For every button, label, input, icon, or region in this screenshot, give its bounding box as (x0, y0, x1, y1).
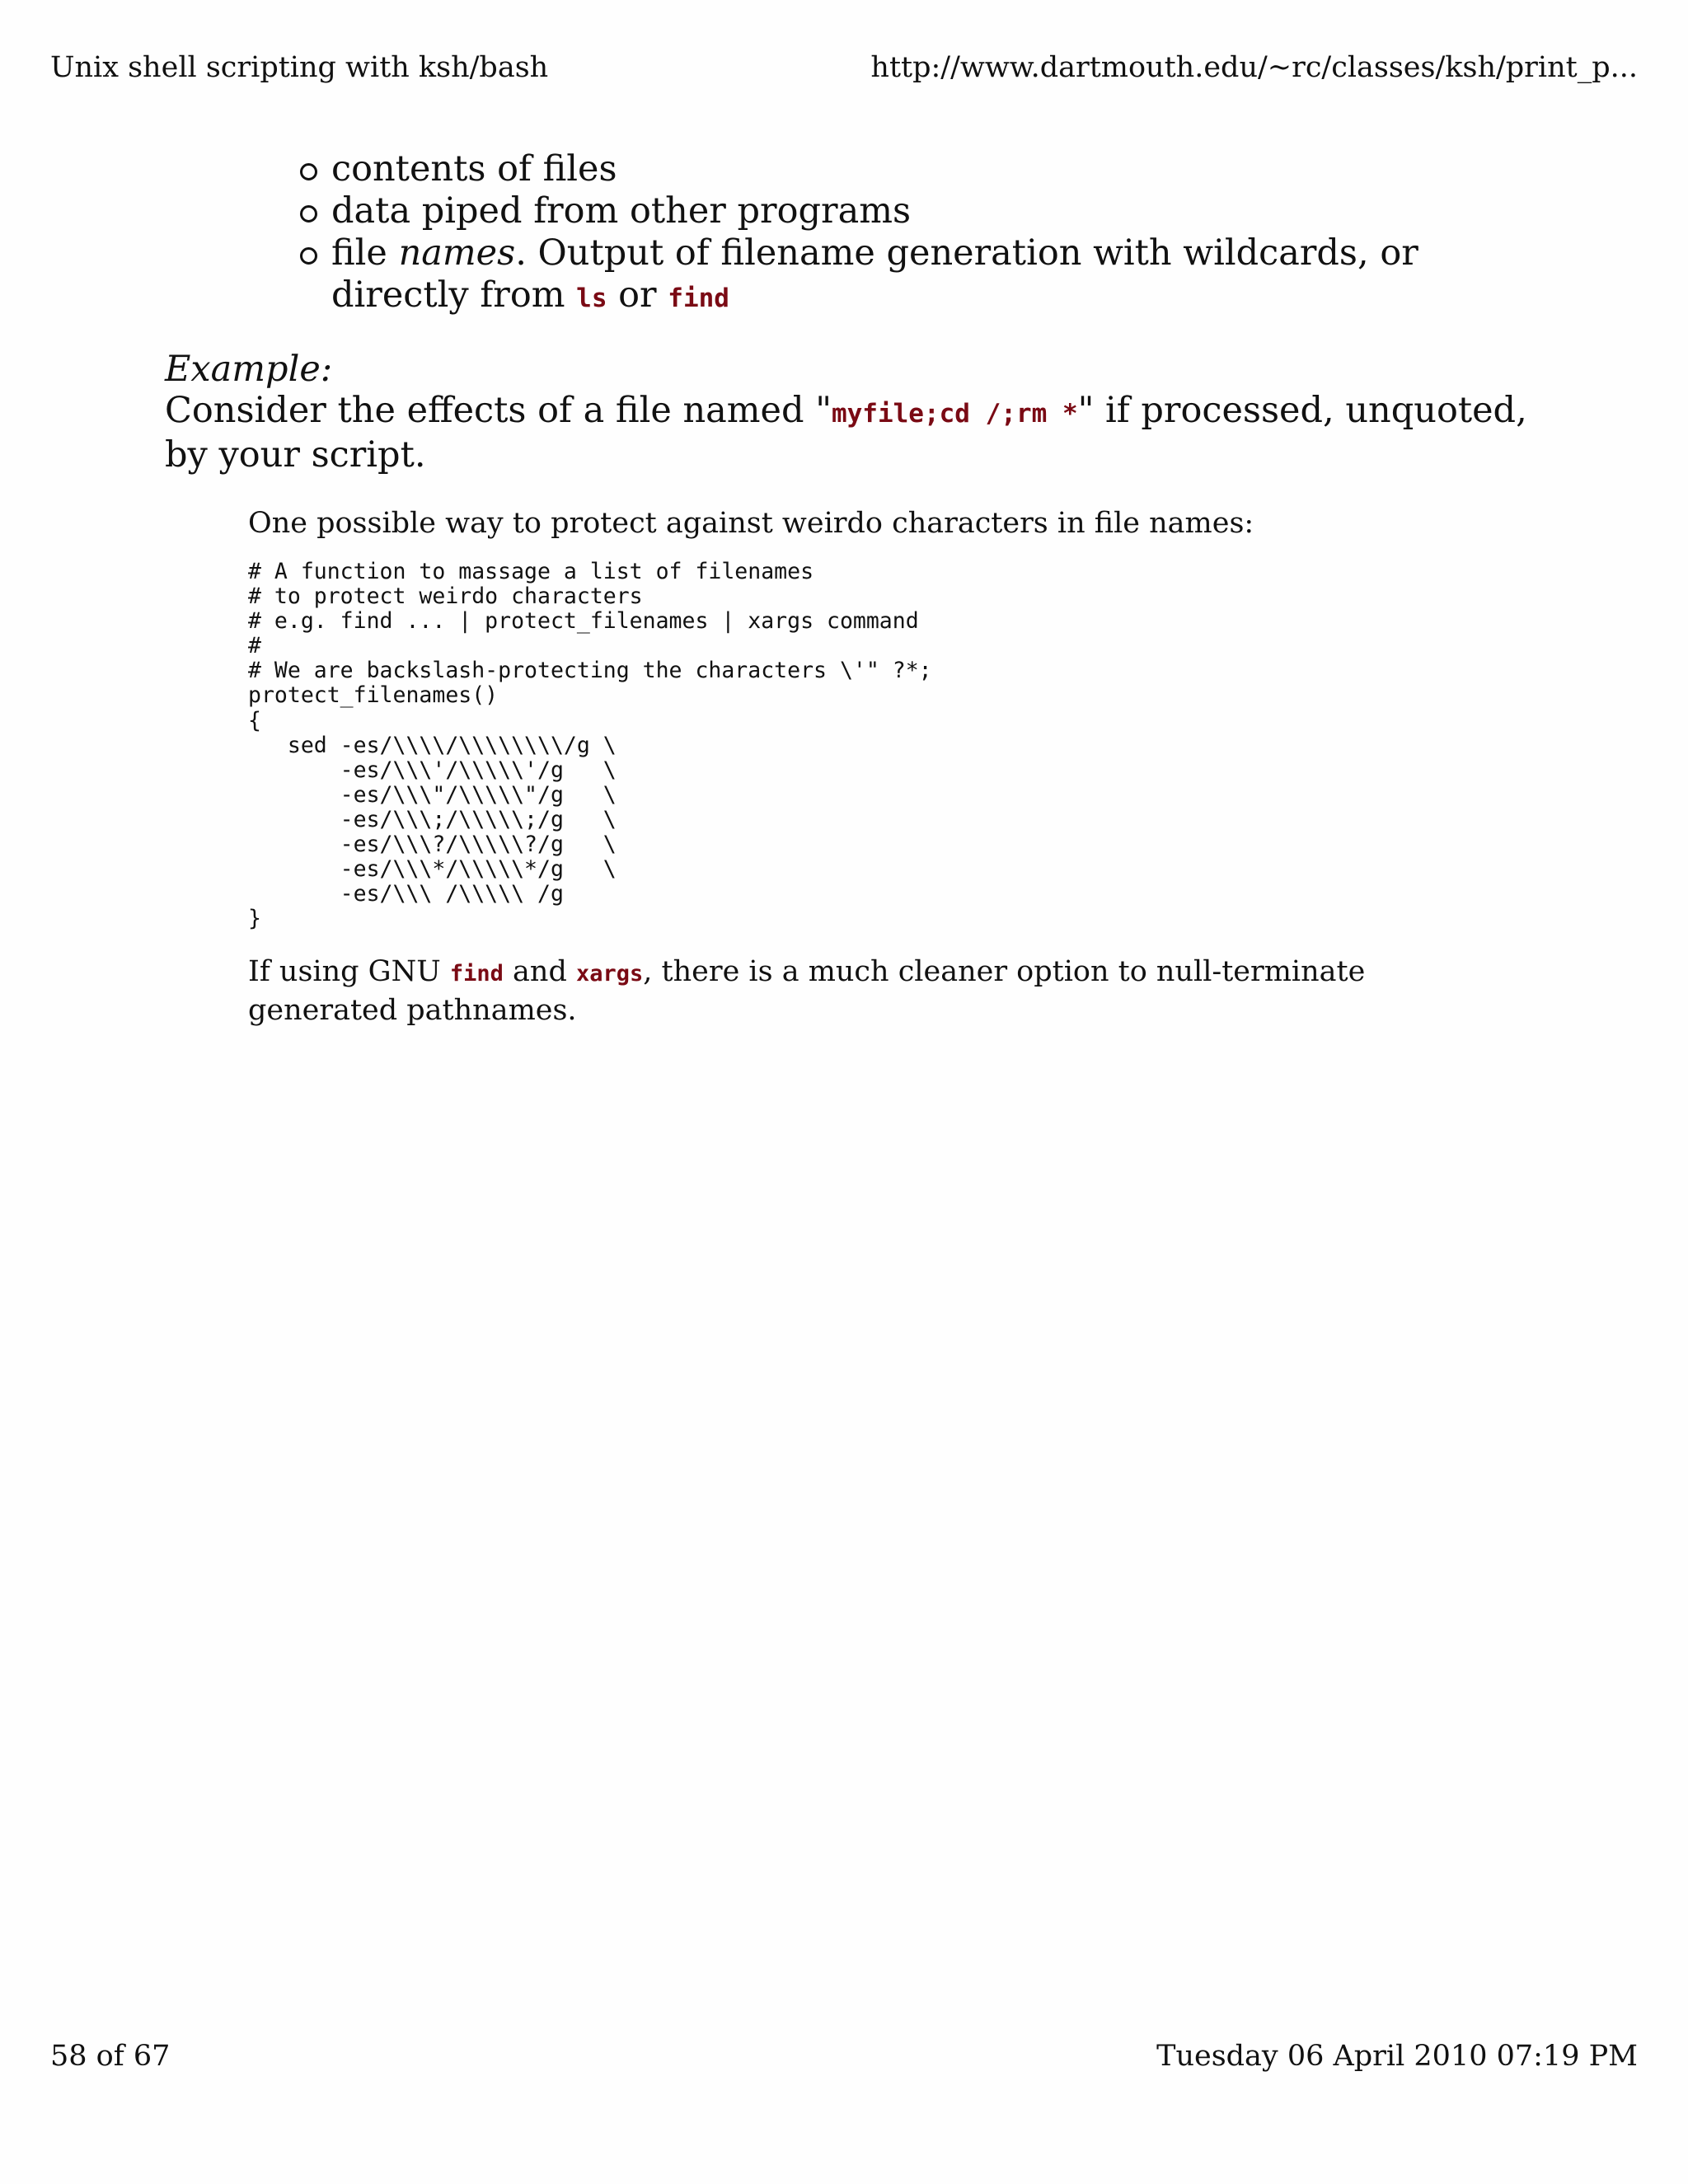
list-item-text: . Output of filename generation with wildcards, or directly from (331, 232, 1418, 316)
code-xargs: xargs (576, 961, 644, 987)
gnu-note-pre: If using GNU (248, 955, 450, 988)
code-block: # A function to massage a list of filenames # to protect weirdo characters # e.g. find ... | protect_filenames | xargs command # # We are backslash-protecting the characters \'" ?*; protect_filenames() { sed -es/\\\\/\\\\\\\\/g \ -es/\\\'/\\\\\'/g \ -es/\\\"/\\\\\"/g \ -es/\\\;/\\\\\;/g \ -es/\\\?/\\\\\?/g \ -es/\\\*/\\\\\*/g \ -es/\\\ /\\\\\ /g } (248, 559, 932, 932)
gnu-note-post: , there is a much cleaner option to null-terminate generated pathnames. (248, 955, 1366, 1027)
header-url: http://www.dartmouth.edu/~rc/classes/ksh/print_p... (870, 51, 1638, 84)
emphasis-names: names (398, 232, 516, 274)
code-filename: myfile;cd /;rm * (831, 399, 1078, 429)
gnu-note (248, 954, 1402, 1029)
list-item (297, 232, 1517, 320)
list-item-text: data piped from other programs (331, 190, 912, 232)
code-find: find (668, 284, 729, 313)
list-item-text: or (607, 274, 668, 316)
page-header (50, 51, 1638, 84)
list-item-text: file (331, 232, 399, 274)
page-footer (50, 2040, 1638, 2073)
example-text-post: " if processed, unquoted, by your script. (165, 390, 1527, 476)
bullet-list (297, 148, 1517, 320)
print-date: Tuesday 06 April 2010 07:19 PM (1156, 2040, 1638, 2073)
example-text (165, 390, 1533, 476)
protect-intro: One possible way to protect against weirdo characters in file names: (248, 507, 1254, 540)
example-text-pre: Consider the effects of a file named " (165, 390, 832, 431)
gnu-note-and: and (503, 955, 576, 988)
code-find: find (449, 961, 504, 987)
page-number: 58 of 67 (50, 2040, 171, 2073)
header-title: Unix shell scripting with ksh/bash (50, 51, 549, 84)
example-label: Example: (165, 349, 333, 390)
list-item (297, 190, 1517, 232)
list-item (297, 148, 1517, 190)
list-item-text: contents of files (331, 148, 617, 190)
code-ls: ls (576, 284, 607, 313)
example-block (165, 349, 1533, 476)
